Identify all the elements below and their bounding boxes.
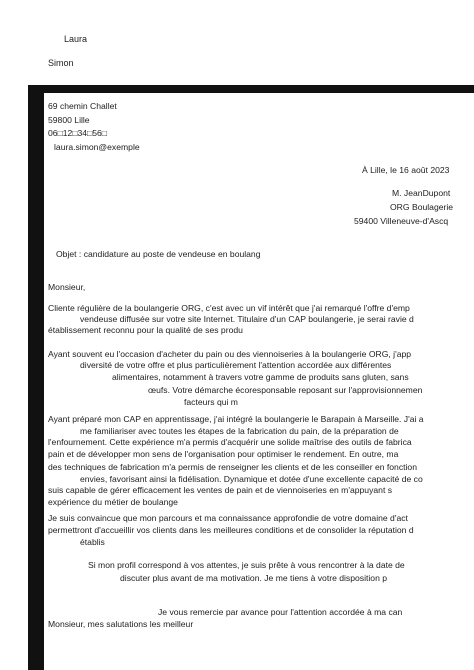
paragraph-3-line-7: suis capable de gérer efficacement les ventes de pain et de viennoiseries en m'appuyant s [48,485,393,495]
salutation: Monsieur, [48,282,86,292]
subject-line: Objet : candidature au poste de vendeuse en boulang [56,249,261,259]
sender-phone: 06□12□34□56□ [48,128,107,138]
paragraph-3-line-1: Ayant préparé mon CAP en apprentissage, j'ai intégré la boulangerie le Barapain à Marseille. J'ai a [48,414,424,424]
paragraph-4-line-3: établis [80,537,105,547]
paragraph-4-line-2: permettront d'accueillir vos clients dans les meilleures conditions et de consolider la réputation d [48,525,414,535]
paragraph-2-line-2: diversité de votre offre et plus particulièrement l'attention accordée aux différentes [80,360,392,370]
paragraph-3-line-6: envies, favorisant ainsi la fidélisation. Dynamique et dotée d'une excellente capacité de co [80,474,423,484]
closing-line-2: Monsieur, mes salutations les meilleur [48,619,194,629]
paragraph-3-line-8: expérience du métier de boulange [48,497,178,507]
sender-city: 59800 Lille [48,115,90,125]
sender-email: laura.simon@exemple [54,142,140,152]
recipient-company: ORG Boulagerie [390,202,454,212]
paragraph-1-line-1: Cliente régulière de la boulangerie ORG, c'est avec un vif intérêt que j'ai remarqué l'offre d'emp [48,303,410,313]
paragraph-2-line-5: facteurs qui m [184,397,238,407]
paragraph-3-line-2: me familiariser avec toutes les étapes de la fabrication du pain, de la préparation de [80,426,399,436]
paragraph-4-line-1: Je suis convaincue que mon parcours et ma connaissance approfondie de votre domaine d'act [48,513,408,523]
paragraph-2-line-4: œufs. Votre démarche écoresponsable reposant sur l'approvisionnemen [148,385,423,395]
sender-last-name: Simon [48,58,74,68]
sender-first-name: Laura [64,34,88,44]
paragraph-5-line-2: discuter plus avant de ma motivation. Je me tiens à votre disposition p [120,573,388,583]
paragraph-3-line-5: des techniques de fabrication m'a permis de renseigner les clients et de les conseiller en fonction [48,462,417,472]
sender-street: 69 chemin Challet [48,101,117,111]
paragraph-2-line-3: alimentaires, notamment à travers votre gamme de produits sans gluten, sans [112,372,409,382]
date-line: À Lille, le 16 août 2023 [362,165,450,175]
paragraph-1-line-2: vendeuse diffusée sur votre site Internet. Titulaire d'un CAP boulangerie, je serai ravie d [80,314,414,324]
paragraph-1-line-3: établissement reconnu pour la qualité de ses produ [48,325,243,335]
closing-line-1: Je vous remercie par avance pour l'attention accordée à ma can [158,607,403,617]
recipient-address: 59400 Villeneuve-d'Ascq [354,216,449,226]
paragraph-5-line-1: Si mon profil correspond à vos attentes, je suis prête à vous rencontrer à la date de [88,560,405,570]
paragraph-3-line-3: l'enfournement. Cette expérience m'a permis d'acquérir une solide maîtrise des outils de fabrica [48,437,412,447]
paragraph-2-line-1: Ayant souvent eu l'occasion d'acheter du pain ou des viennoiseries à la boulangerie ORG, j'app [48,349,412,359]
recipient-name: M. JeanDupont [392,188,451,198]
paragraph-3-line-4: pain et de développer mon sens de l'organisation pour optimiser le rendement. En outre, ma [48,449,399,459]
